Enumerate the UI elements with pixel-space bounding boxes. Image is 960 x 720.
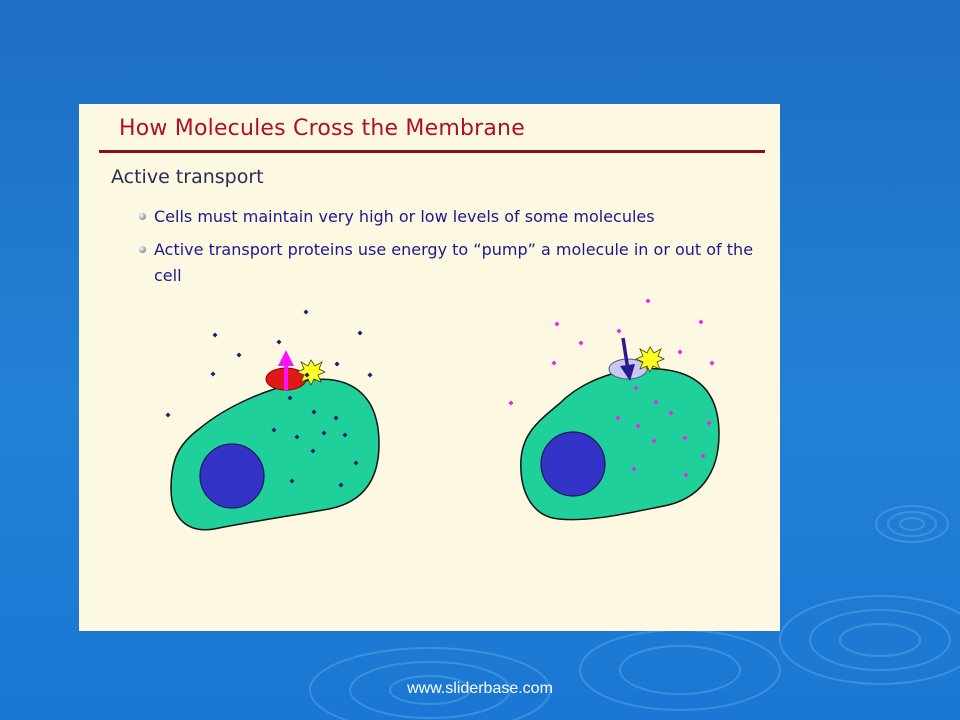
left-cell (166, 310, 380, 530)
molecule-dot (368, 373, 373, 378)
molecule-dot (646, 299, 651, 304)
molecule-dot (710, 361, 715, 366)
left-nucleus (200, 444, 264, 508)
molecule-dot (678, 350, 683, 355)
molecule-dot (555, 322, 560, 327)
molecule-dot (304, 310, 309, 315)
molecule-dot (579, 341, 584, 346)
molecule-dot (617, 329, 622, 334)
molecule-dot (211, 372, 216, 377)
right-energy-burst-icon (636, 347, 664, 372)
right-nucleus (541, 432, 605, 496)
bullet-text: Active transport proteins use energy to “pump” a molecule in or out of the cell (154, 240, 754, 285)
molecule-dot (699, 320, 704, 325)
molecule-dot (509, 401, 514, 406)
transport-diagram (79, 104, 780, 631)
molecule-dot (237, 353, 242, 358)
slide-panel (79, 104, 780, 631)
left-arrow-head (278, 350, 294, 366)
molecule-dot (552, 361, 557, 366)
molecule-dot (213, 333, 218, 338)
slide-title: How Molecules Cross the Membrane (119, 116, 525, 141)
footer-url: www.sliderbase.com (407, 680, 553, 697)
molecule-dot (335, 362, 340, 367)
molecule-dot (358, 331, 363, 336)
subheading: Active transport (111, 166, 264, 188)
left-cell-membrane (171, 379, 379, 529)
bullet-text: Cells must maintain very high or low levels of some molecules (154, 207, 655, 226)
left-energy-burst-icon (297, 360, 325, 385)
molecule-dot (277, 340, 282, 345)
molecule-dot (166, 413, 171, 418)
right-cell (509, 299, 720, 520)
